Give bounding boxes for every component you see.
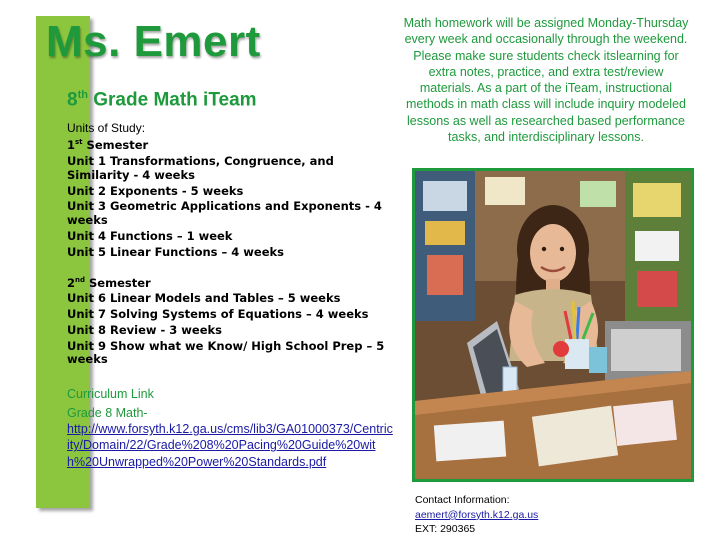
semester-2-ordinal: nd: [75, 275, 86, 284]
contact-email-link[interactable]: aemert@forsyth.k12.ga.us: [415, 508, 539, 521]
unit-item: Unit 6 Linear Models and Tables – 5 weeks: [67, 291, 341, 306]
units-of-study: [67, 121, 397, 470]
contact-label: Contact Information:: [415, 494, 510, 506]
semester-2-heading: [67, 276, 397, 291]
contact-ext: EXT: 290365: [415, 523, 476, 536]
unit-item: Unit 9 Show what we Know/ High School Prep – 5 weeks: [67, 338, 385, 367]
homework-note: Math homework will be assigned Monday-Thursday every week and occasionally through the weekend. Please make sure students check itslearning for extra notes, practice, and extra test/review materials. As a part of the iTeam, instructional methods in math class will include inquiry modeled lessons as well as researched based performance tasks, and interdisciplinary lessons.: [403, 16, 689, 144]
spacer: [67, 262, 397, 276]
curriculum-link[interactable]: http://www.forsyth.k12.ga.us/cms/lib3/GA01000373/Centricity/Domain/22/Grade%208%20Pacing%20Guide%20with%20Unwrapped%20Power%20Standards.pdf: [67, 422, 393, 469]
unit-item: Unit 2 Exponents - 5 weeks: [67, 183, 244, 198]
unit-item: Unit 4 Functions – 1 week: [67, 229, 233, 243]
semester-2-number: 2: [67, 275, 76, 290]
subtitle-text: Grade Math iTeam: [87, 89, 257, 111]
unit-item: Unit 5 Linear Functions – 4 weeks: [67, 244, 284, 259]
units-label: Units of Study:: [67, 121, 146, 135]
semester-2-text: Semester: [85, 275, 151, 290]
page-title: Ms. Emert: [46, 17, 261, 66]
unit-item: Unit 7 Solving Systems of Equations – 4 weeks: [67, 307, 369, 322]
subtitle-number: 8: [67, 89, 78, 111]
semester-1-text: Semester: [82, 138, 149, 153]
subtitle-ordinal: th: [77, 89, 88, 101]
semester-1-ordinal: st: [75, 138, 83, 147]
unit-item: Unit 8 Review - 3 weeks: [67, 322, 222, 337]
teacher-photo: [412, 168, 694, 482]
semester-1-number: 1: [67, 138, 76, 153]
unit-item: Unit 3 Geometric Applications and Exponents - 4 weeks: [67, 199, 382, 228]
unit-item: Unit 1 Transformations, Congruence, and Similarity - 4 weeks: [67, 154, 334, 182]
contact-info: [415, 493, 538, 537]
teacher-photo-illustration: [415, 171, 691, 479]
semester-1-heading: [67, 138, 397, 153]
page-subtitle: [67, 89, 257, 111]
curriculum-grade-line: Grade 8 Math-: [67, 406, 148, 421]
curriculum-link-label: Curriculum Link: [67, 387, 154, 402]
